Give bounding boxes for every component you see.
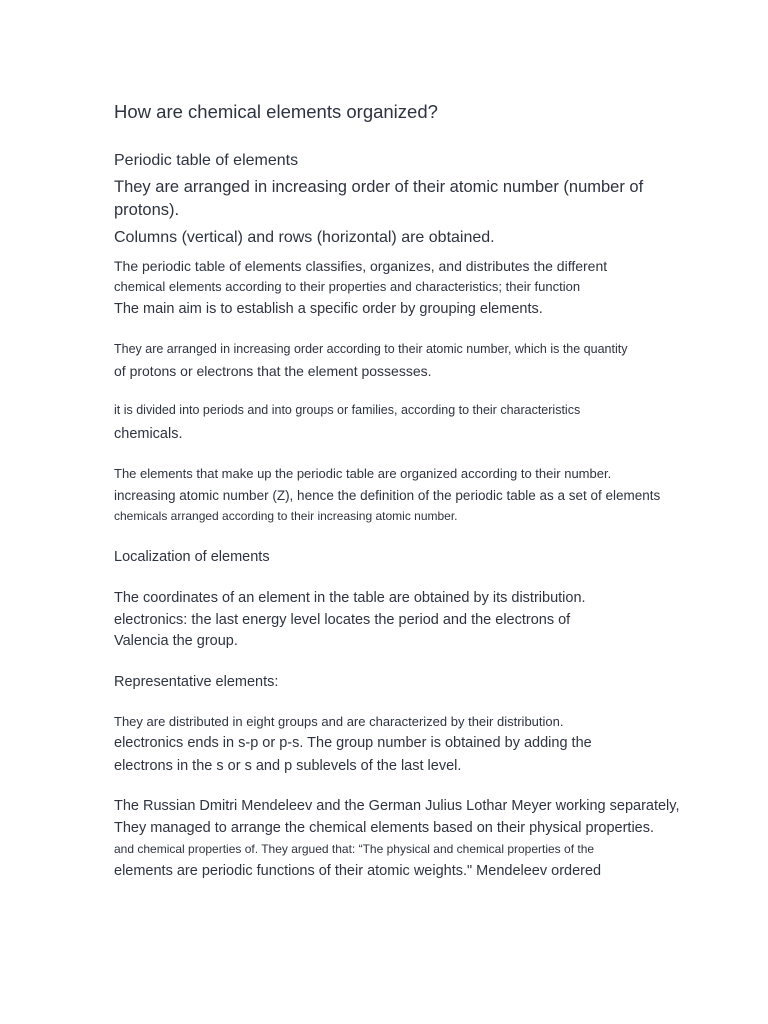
paragraph-line: electrons in the s or s and p sublevels of the last level. xyxy=(114,758,462,774)
paragraph-line: of protons or electrons that the element possesses. xyxy=(114,363,432,379)
paragraph-line: elements are periodic functions of their atomic weights." Mendeleev ordered xyxy=(114,863,602,879)
paragraph-line: Columns (vertical) and rows (horizontal) are obtained. xyxy=(114,229,495,246)
paragraph-line: chemicals arranged according to their increasing atomic number. xyxy=(114,509,458,523)
paragraph-line: They are arranged in increasing order of their atomic number (number of xyxy=(114,178,644,196)
paragraph-line: They are arranged in increasing order according to their atomic number, which is the quantity xyxy=(114,342,628,356)
paragraph-line: electronics: the last energy level locates the period and the electrons of xyxy=(114,612,571,628)
section-heading: Representative elements: xyxy=(114,674,279,690)
section-heading: Localization of elements xyxy=(114,549,270,565)
paragraph-line: it is divided into periods and into groups or families, according to their characteristics xyxy=(114,403,581,417)
paragraph-line: They are distributed in eight groups and are characterized by their distribution. xyxy=(114,714,564,729)
paragraph-line: Valencia the group. xyxy=(114,633,238,649)
section-heading: Periodic table of elements xyxy=(114,152,299,169)
paragraph-line: The elements that make up the periodic table are organized according to their number. xyxy=(114,466,612,481)
paragraph-line: chemical elements according to their properties and characteristics; their function xyxy=(114,279,581,294)
paragraph-line: and chemical properties of. They argued that: “The physical and chemical properties of the xyxy=(114,842,595,856)
paragraph-line: They managed to arrange the chemical elements based on their physical properties. xyxy=(114,820,655,836)
paragraph-line: chemicals. xyxy=(114,426,183,442)
document-title: How are chemical elements organized? xyxy=(114,101,438,122)
paragraph-line: The coordinates of an element in the table are obtained by its distribution. xyxy=(114,590,586,606)
paragraph-line: The Russian Dmitri Mendeleev and the German Julius Lothar Meyer working separately, xyxy=(114,798,680,814)
paragraph-line: electronics ends in s-p or p-s. The group number is obtained by adding the xyxy=(114,735,592,751)
paragraph-line: The main aim is to establish a specific order by grouping elements. xyxy=(114,301,543,317)
paragraph-line: increasing atomic number (Z), hence the definition of the periodic table as a set of elements xyxy=(114,488,661,503)
paragraph-line: The periodic table of elements classifies, organizes, and distributes the different xyxy=(114,258,608,274)
paragraph-line: protons). xyxy=(114,201,180,219)
